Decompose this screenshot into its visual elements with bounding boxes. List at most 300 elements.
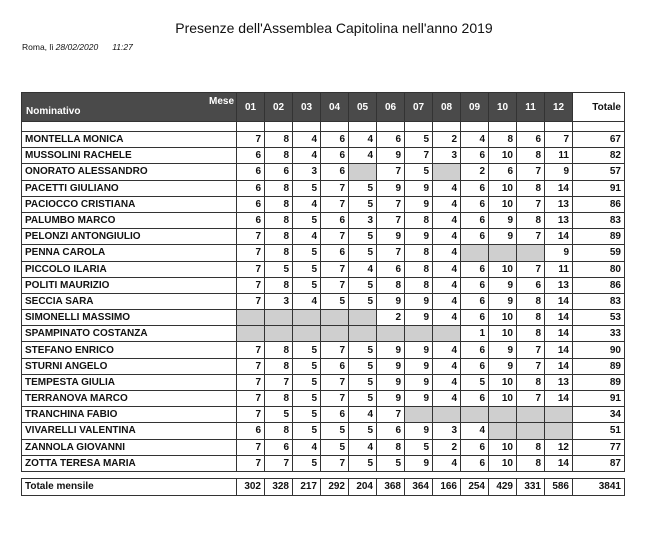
month-value-cell: 10: [489, 180, 517, 196]
month-value-cell: 7: [517, 164, 545, 180]
spacer-cell: [545, 122, 573, 132]
member-name: PENNA CAROLA: [22, 245, 237, 261]
month-value-cell: 5: [293, 342, 321, 358]
member-name: PICCOLO ILARIA: [22, 261, 237, 277]
month-value-cell: 5: [349, 245, 377, 261]
spacer-cell: [321, 122, 349, 132]
month-value-cell: 4: [433, 455, 461, 471]
month-value-cell: 9: [405, 293, 433, 309]
month-value-cell: [517, 423, 545, 439]
month-value-cell: 6: [517, 132, 545, 148]
month-value-cell: 8: [265, 423, 293, 439]
month-value-cell: 7: [321, 391, 349, 407]
month-value-cell: 6: [461, 358, 489, 374]
month-value-cell: 8: [265, 391, 293, 407]
month-value-cell: 8: [265, 229, 293, 245]
month-value-cell: 5: [293, 358, 321, 374]
month-value-cell: 14: [545, 293, 573, 309]
month-value-cell: 9: [405, 310, 433, 326]
month-value-cell: 6: [461, 293, 489, 309]
month-value-cell: 8: [265, 277, 293, 293]
month-value-cell: 7: [237, 229, 265, 245]
gap-cell: [22, 471, 625, 478]
table-row: [22, 374, 625, 390]
month-header-03: 03: [293, 93, 321, 122]
month-value-cell: 6: [461, 455, 489, 471]
month-value-cell: 2: [461, 164, 489, 180]
month-value-cell: 2: [377, 310, 405, 326]
month-value-cell: 9: [405, 196, 433, 212]
document-date-line: [22, 42, 133, 52]
month-value-cell: 6: [461, 439, 489, 455]
table-row: [22, 293, 625, 309]
month-value-cell: 7: [517, 358, 545, 374]
month-value-cell: 4: [433, 229, 461, 245]
month-value-cell: 7: [321, 196, 349, 212]
month-header-08: 08: [433, 93, 461, 122]
monthly-totals-label: Totale mensile: [22, 478, 237, 495]
month-value-cell: 4: [433, 293, 461, 309]
month-value-cell: 13: [545, 374, 573, 390]
member-total: 90: [573, 342, 625, 358]
member-name: PACIOCCO CRISTIANA: [22, 196, 237, 212]
month-value-cell: 8: [405, 277, 433, 293]
month-value-cell: 9: [377, 180, 405, 196]
month-value-cell: 8: [265, 196, 293, 212]
member-total: 91: [573, 391, 625, 407]
month-value-cell: 5: [349, 391, 377, 407]
month-value-cell: 8: [377, 277, 405, 293]
month-value-cell: 7: [321, 342, 349, 358]
month-value-cell: 9: [545, 164, 573, 180]
month-value-cell: 5: [349, 196, 377, 212]
month-value-cell: 10: [489, 455, 517, 471]
month-value-cell: [489, 407, 517, 423]
month-value-cell: 8: [517, 439, 545, 455]
month-value-cell: [293, 310, 321, 326]
month-value-cell: 6: [321, 212, 349, 228]
month-value-cell: 6: [489, 164, 517, 180]
member-name: VIVARELLI VALENTINA: [22, 423, 237, 439]
table-row: [22, 439, 625, 455]
month-header-07: 07: [405, 93, 433, 122]
month-value-cell: 14: [545, 180, 573, 196]
month-value-cell: 14: [545, 229, 573, 245]
month-value-cell: 4: [461, 423, 489, 439]
month-value-cell: 5: [293, 212, 321, 228]
month-value-cell: 7: [265, 455, 293, 471]
month-value-cell: 5: [349, 342, 377, 358]
month-value-cell: 8: [517, 293, 545, 309]
month-value-cell: [405, 407, 433, 423]
month-value-cell: 8: [265, 245, 293, 261]
member-total: 82: [573, 148, 625, 164]
month-value-cell: [321, 326, 349, 342]
month-value-cell: 10: [489, 148, 517, 164]
month-value-cell: 5: [349, 277, 377, 293]
month-value-cell: [489, 423, 517, 439]
monthly-total-cell: 364: [405, 478, 433, 495]
month-value-cell: 6: [321, 407, 349, 423]
month-value-cell: 7: [517, 196, 545, 212]
spacer-cell: [377, 122, 405, 132]
month-value-cell: 4: [433, 212, 461, 228]
month-value-cell: 14: [545, 310, 573, 326]
member-name: ONORATO ALESSANDRO: [22, 164, 237, 180]
header-cell-name: [22, 93, 237, 122]
month-value-cell: 7: [377, 212, 405, 228]
table-row: [22, 423, 625, 439]
month-value-cell: 7: [517, 391, 545, 407]
month-value-cell: 7: [237, 439, 265, 455]
month-value-cell: [265, 326, 293, 342]
month-value-cell: 6: [321, 245, 349, 261]
month-value-cell: 3: [349, 212, 377, 228]
month-value-cell: 6: [517, 277, 545, 293]
month-value-cell: 7: [517, 342, 545, 358]
month-value-cell: 9: [489, 212, 517, 228]
month-value-cell: 4: [433, 180, 461, 196]
member-name: STEFANO ENRICO: [22, 342, 237, 358]
month-value-cell: 6: [377, 261, 405, 277]
month-value-cell: 7: [545, 132, 573, 148]
month-value-cell: 4: [433, 374, 461, 390]
month-value-cell: 6: [321, 358, 349, 374]
name-column-header: Nominativo: [26, 106, 81, 117]
month-value-cell: 2: [433, 439, 461, 455]
month-value-cell: 4: [433, 342, 461, 358]
member-total: 51: [573, 423, 625, 439]
month-value-cell: 5: [349, 293, 377, 309]
month-value-cell: [377, 326, 405, 342]
month-value-cell: 9: [377, 293, 405, 309]
month-value-cell: 6: [461, 180, 489, 196]
month-value-cell: 7: [237, 132, 265, 148]
month-value-cell: 9: [489, 293, 517, 309]
spacer-cell: [293, 122, 321, 132]
month-value-cell: 14: [545, 391, 573, 407]
member-total: 77: [573, 439, 625, 455]
member-total: 59: [573, 245, 625, 261]
monthly-total-cell: 254: [461, 478, 489, 495]
member-total: 83: [573, 293, 625, 309]
month-value-cell: 7: [321, 455, 349, 471]
month-header-04: 04: [321, 93, 349, 122]
table-row: [22, 310, 625, 326]
table-row: [22, 407, 625, 423]
member-total: 91: [573, 180, 625, 196]
month-value-cell: [265, 310, 293, 326]
month-value-cell: 10: [489, 326, 517, 342]
spacer-cell: [573, 122, 625, 132]
month-value-cell: 3: [433, 423, 461, 439]
member-name: POLITI MAURIZIO: [22, 277, 237, 293]
month-value-cell: 7: [237, 358, 265, 374]
spacer-cell: [517, 122, 545, 132]
month-value-cell: 9: [405, 342, 433, 358]
month-value-cell: [433, 407, 461, 423]
month-value-cell: 5: [349, 229, 377, 245]
month-value-cell: 5: [293, 455, 321, 471]
month-value-cell: [461, 245, 489, 261]
month-value-cell: 8: [405, 245, 433, 261]
month-value-cell: [545, 423, 573, 439]
month-value-cell: [349, 310, 377, 326]
month-value-cell: 8: [517, 180, 545, 196]
month-header-09: 09: [461, 93, 489, 122]
month-value-cell: 7: [265, 374, 293, 390]
total-column-header: Totale: [573, 93, 625, 122]
month-value-cell: 7: [517, 261, 545, 277]
month-value-cell: [433, 164, 461, 180]
month-value-cell: 5: [461, 374, 489, 390]
month-value-cell: 4: [349, 148, 377, 164]
month-value-cell: 14: [545, 358, 573, 374]
member-total: 89: [573, 358, 625, 374]
month-value-cell: 5: [405, 164, 433, 180]
month-header-11: 11: [517, 93, 545, 122]
month-value-cell: 3: [265, 293, 293, 309]
table-row: [22, 164, 625, 180]
table-row: [22, 342, 625, 358]
month-value-cell: 10: [489, 310, 517, 326]
month-value-cell: 9: [377, 229, 405, 245]
month-value-cell: [349, 164, 377, 180]
month-value-cell: 6: [461, 196, 489, 212]
month-value-cell: 5: [293, 391, 321, 407]
month-value-cell: 8: [517, 148, 545, 164]
month-value-cell: 7: [237, 245, 265, 261]
month-value-cell: 7: [405, 148, 433, 164]
month-value-cell: 12: [545, 439, 573, 455]
month-value-cell: 5: [321, 293, 349, 309]
monthly-total-cell: 166: [433, 478, 461, 495]
month-value-cell: 9: [545, 245, 573, 261]
month-value-cell: 6: [265, 164, 293, 180]
month-value-cell: [405, 326, 433, 342]
month-value-cell: [545, 407, 573, 423]
month-value-cell: [349, 326, 377, 342]
month-value-cell: 8: [517, 455, 545, 471]
month-value-cell: [433, 326, 461, 342]
month-value-cell: 4: [293, 229, 321, 245]
table-header-row: [22, 93, 625, 122]
table-row: [22, 180, 625, 196]
month-value-cell: 4: [349, 261, 377, 277]
month-value-cell: 1: [461, 326, 489, 342]
member-name: MONTELLA MONICA: [22, 132, 237, 148]
month-value-cell: 9: [405, 358, 433, 374]
month-value-cell: 8: [265, 212, 293, 228]
month-value-cell: 7: [321, 229, 349, 245]
member-total: 57: [573, 164, 625, 180]
month-value-cell: 6: [237, 148, 265, 164]
month-value-cell: 7: [237, 293, 265, 309]
member-name: TERRANOVA MARCO: [22, 391, 237, 407]
month-header-01: 01: [237, 93, 265, 122]
month-value-cell: 7: [237, 261, 265, 277]
document-title: Presenze dell'Assemblea Capitolina nell'anno 2019: [175, 20, 493, 36]
member-total: 53: [573, 310, 625, 326]
month-value-cell: 8: [265, 342, 293, 358]
month-value-cell: 7: [237, 391, 265, 407]
member-total: 34: [573, 407, 625, 423]
month-value-cell: 14: [545, 326, 573, 342]
month-value-cell: 5: [293, 374, 321, 390]
month-value-cell: 3: [293, 164, 321, 180]
member-name: MUSSOLINI RACHELE: [22, 148, 237, 164]
monthly-total-cell: 368: [377, 478, 405, 495]
month-value-cell: 5: [265, 407, 293, 423]
month-value-cell: 4: [293, 196, 321, 212]
month-value-cell: 5: [293, 261, 321, 277]
month-value-cell: 5: [293, 423, 321, 439]
month-value-cell: 7: [237, 374, 265, 390]
month-value-cell: [517, 407, 545, 423]
header-spacer-row: [22, 122, 625, 132]
month-value-cell: 14: [545, 342, 573, 358]
month-value-cell: 6: [377, 423, 405, 439]
month-header-05: 05: [349, 93, 377, 122]
monthly-total-cell: 292: [321, 478, 349, 495]
month-value-cell: 8: [517, 374, 545, 390]
month-value-cell: 7: [321, 261, 349, 277]
month-value-cell: 8: [265, 148, 293, 164]
table-row: [22, 229, 625, 245]
month-value-cell: 5: [293, 277, 321, 293]
month-value-cell: 6: [321, 132, 349, 148]
month-value-cell: 4: [433, 391, 461, 407]
month-value-cell: 4: [433, 245, 461, 261]
month-value-cell: 6: [265, 439, 293, 455]
table-row: [22, 277, 625, 293]
month-value-cell: 5: [321, 439, 349, 455]
month-value-cell: 9: [377, 358, 405, 374]
month-value-cell: 4: [293, 132, 321, 148]
month-value-cell: 6: [377, 132, 405, 148]
month-value-cell: 10: [489, 261, 517, 277]
member-name: ZOTTA TERESA MARIA: [22, 455, 237, 471]
table-row: [22, 212, 625, 228]
place-label: Roma, lì: [22, 42, 54, 52]
month-value-cell: [237, 326, 265, 342]
month-value-cell: 6: [461, 229, 489, 245]
month-value-cell: 14: [545, 455, 573, 471]
month-value-cell: 6: [461, 277, 489, 293]
table-row: [22, 358, 625, 374]
month-header-10: 10: [489, 93, 517, 122]
month-value-cell: 7: [321, 180, 349, 196]
spacer-cell: [265, 122, 293, 132]
month-value-cell: 8: [405, 212, 433, 228]
monthly-total-cell: 204: [349, 478, 377, 495]
month-value-cell: 4: [349, 439, 377, 455]
month-value-cell: 9: [489, 229, 517, 245]
month-value-cell: 11: [545, 148, 573, 164]
member-total: 83: [573, 212, 625, 228]
member-name: TEMPESTA GIULIA: [22, 374, 237, 390]
month-value-cell: 7: [377, 245, 405, 261]
member-name: SIMONELLI MASSIMO: [22, 310, 237, 326]
month-value-cell: 6: [461, 310, 489, 326]
month-value-cell: 4: [433, 358, 461, 374]
month-header-12: 12: [545, 93, 573, 122]
month-header-06: 06: [377, 93, 405, 122]
table-row: [22, 261, 625, 277]
month-value-cell: 5: [293, 245, 321, 261]
member-total: 86: [573, 277, 625, 293]
spacer-cell: [22, 122, 237, 132]
member-total: 89: [573, 229, 625, 245]
month-value-cell: 6: [461, 391, 489, 407]
month-header-02: 02: [265, 93, 293, 122]
month-value-cell: 13: [545, 196, 573, 212]
member-name: PACETTI GIULIANO: [22, 180, 237, 196]
month-value-cell: 2: [433, 132, 461, 148]
month-value-cell: 11: [545, 261, 573, 277]
monthly-total-cell: 331: [517, 478, 545, 495]
table-row: [22, 245, 625, 261]
month-value-cell: 6: [461, 148, 489, 164]
month-value-cell: 9: [489, 342, 517, 358]
month-value-cell: 5: [265, 261, 293, 277]
month-value-cell: 7: [377, 196, 405, 212]
month-value-cell: 7: [321, 374, 349, 390]
member-total: 86: [573, 196, 625, 212]
member-name: STURNI ANGELO: [22, 358, 237, 374]
month-value-cell: [321, 310, 349, 326]
table-row: [22, 148, 625, 164]
member-total: 87: [573, 455, 625, 471]
month-value-cell: 7: [517, 229, 545, 245]
month-value-cell: 5: [405, 439, 433, 455]
month-value-cell: 7: [237, 455, 265, 471]
month-value-cell: 4: [293, 439, 321, 455]
month-value-cell: 9: [405, 180, 433, 196]
month-value-cell: 8: [517, 310, 545, 326]
member-name: TRANCHINA FABIO: [22, 407, 237, 423]
month-value-cell: 6: [237, 423, 265, 439]
month-value-cell: 4: [433, 277, 461, 293]
month-value-cell: 7: [237, 277, 265, 293]
month-value-cell: 4: [349, 132, 377, 148]
month-value-cell: 3: [433, 148, 461, 164]
table-row: [22, 391, 625, 407]
spacer-cell: [237, 122, 265, 132]
month-value-cell: 13: [545, 277, 573, 293]
month-value-cell: 9: [405, 455, 433, 471]
table-row: [22, 455, 625, 471]
month-value-cell: 7: [237, 407, 265, 423]
member-name: ZANNOLA GIOVANNI: [22, 439, 237, 455]
month-value-cell: 4: [433, 261, 461, 277]
month-value-cell: 8: [265, 180, 293, 196]
spacer-cell: [405, 122, 433, 132]
month-value-cell: 8: [405, 261, 433, 277]
monthly-total-cell: 328: [265, 478, 293, 495]
month-value-cell: 4: [461, 132, 489, 148]
month-value-cell: 5: [405, 132, 433, 148]
month-value-cell: 8: [517, 212, 545, 228]
table-row: [22, 132, 625, 148]
monthly-totals-row: [22, 478, 625, 495]
monthly-total-cell: 429: [489, 478, 517, 495]
month-value-cell: 6: [461, 212, 489, 228]
month-axis-label: Mese: [208, 96, 234, 107]
month-value-cell: [293, 326, 321, 342]
month-value-cell: 7: [321, 277, 349, 293]
month-value-cell: 10: [489, 196, 517, 212]
